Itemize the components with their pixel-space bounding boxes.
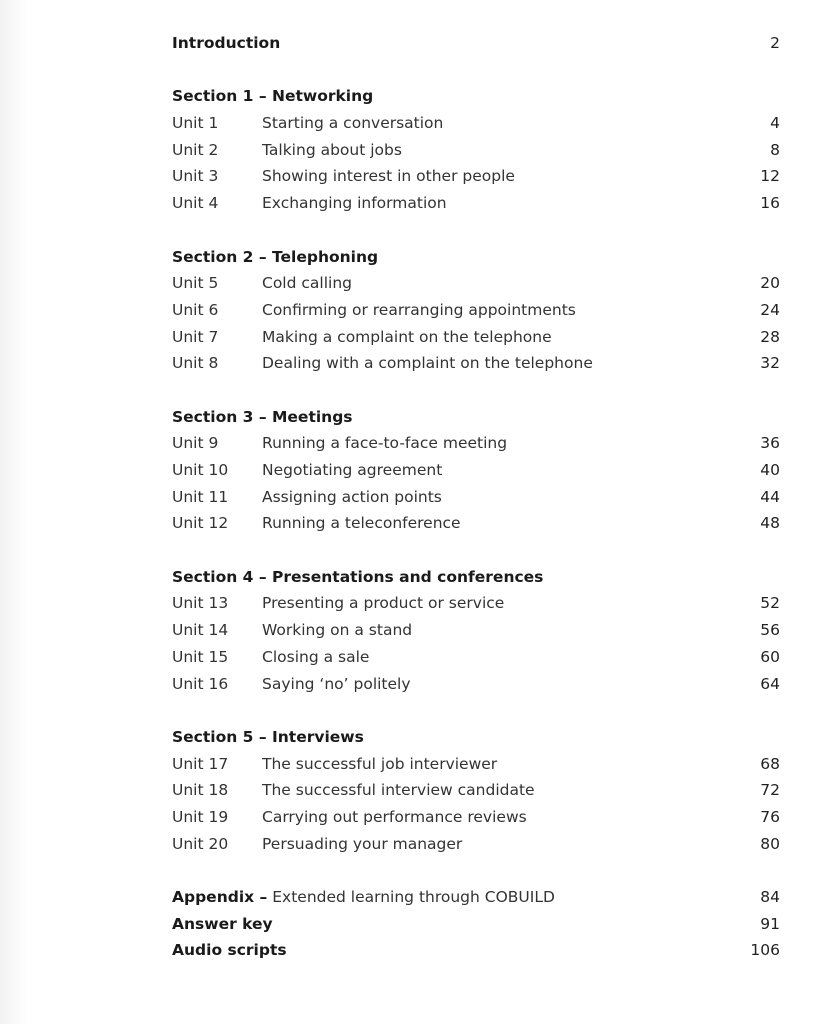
unit-label: Unit 5 <box>172 274 219 293</box>
unit-label: Unit 15 <box>172 647 229 666</box>
unit-page: 68 <box>760 754 780 773</box>
unit-label: Unit 14 <box>172 621 229 640</box>
spacer <box>172 217 780 244</box>
toc-introduction <box>172 30 780 57</box>
unit-title: Dealing with a complaint on the telephone <box>262 354 593 373</box>
toc-row <box>172 457 780 484</box>
appendix-label: Appendix – <box>172 888 268 906</box>
table-of-contents <box>172 30 780 964</box>
unit-label: Unit 4 <box>172 194 219 213</box>
section-title: Section 3 – Meetings <box>172 407 353 426</box>
unit-page: 76 <box>760 807 780 826</box>
section-heading-5 <box>172 724 780 751</box>
unit-title: Carrying out performance reviews <box>262 807 527 826</box>
appendix-page: 84 <box>760 888 780 906</box>
spacer <box>172 697 780 724</box>
audio-scripts-page: 106 <box>750 941 780 960</box>
unit-page: 16 <box>760 194 780 213</box>
unit-page: 28 <box>760 327 780 346</box>
unit-label: Unit 7 <box>172 327 219 346</box>
unit-page: 72 <box>760 781 780 800</box>
unit-label: Unit 3 <box>172 167 219 186</box>
unit-label: Unit 16 <box>172 674 229 693</box>
answer-key-label: Answer key <box>172 914 273 933</box>
unit-page: 4 <box>770 114 780 133</box>
unit-title: Cold calling <box>262 274 352 293</box>
toc-row <box>172 430 780 457</box>
toc-appendix <box>172 884 780 911</box>
unit-title: Running a face-to-face meeting <box>262 434 508 453</box>
unit-label: Unit 2 <box>172 140 219 159</box>
unit-title: Running a teleconference <box>262 514 461 533</box>
unit-page: 80 <box>760 834 780 853</box>
toc-row <box>172 804 780 831</box>
introduction-page: 2 <box>770 34 780 52</box>
section-title: Section 4 – Presentations and conferences <box>172 567 544 586</box>
section-heading-4 <box>172 564 780 591</box>
unit-title: Closing a sale <box>262 647 370 666</box>
unit-page: 48 <box>760 514 780 533</box>
unit-page: 56 <box>760 621 780 640</box>
unit-label: Unit 8 <box>172 354 219 373</box>
unit-title: The successful interview candidate <box>262 781 535 800</box>
section-heading-3 <box>172 404 780 431</box>
unit-label: Unit 11 <box>172 487 229 506</box>
toc-row <box>172 590 780 617</box>
toc-row <box>172 190 780 217</box>
unit-title: Making a complaint on the telephone <box>262 327 552 346</box>
unit-page: 36 <box>760 434 780 453</box>
unit-page: 8 <box>770 140 780 159</box>
appendix-description-text: Extended learning through COBUILD <box>272 888 555 906</box>
unit-label: Unit 20 <box>172 834 229 853</box>
toc-answer-key <box>172 911 780 938</box>
toc-row <box>172 137 780 164</box>
section-title: Section 1 – Networking <box>172 87 374 106</box>
unit-label: Unit 6 <box>172 300 219 319</box>
unit-page: 52 <box>760 594 780 613</box>
toc-row <box>172 777 780 804</box>
toc-row <box>172 163 780 190</box>
spacer <box>172 537 780 564</box>
unit-label: Unit 17 <box>172 754 229 773</box>
unit-label: Unit 12 <box>172 514 229 533</box>
toc-audio-scripts <box>172 937 780 964</box>
toc-row <box>172 297 780 324</box>
toc-row <box>172 671 780 698</box>
unit-label: Unit 10 <box>172 461 229 479</box>
unit-label: Unit 9 <box>172 434 219 453</box>
unit-title: Negotiating agreement <box>262 461 443 479</box>
appendix-description <box>267 884 740 911</box>
unit-title: Assigning action points <box>262 487 442 506</box>
section-heading-1 <box>172 83 780 110</box>
unit-label: Unit 1 <box>172 114 219 133</box>
toc-row <box>172 324 780 351</box>
unit-page: 20 <box>760 274 780 293</box>
spacer <box>172 57 780 84</box>
unit-page: 64 <box>760 674 780 693</box>
unit-title: The successful job interviewer <box>262 754 498 773</box>
unit-label: Unit 18 <box>172 781 229 800</box>
unit-title: Presenting a product or service <box>262 594 505 613</box>
unit-title: Working on a stand <box>262 621 413 640</box>
unit-page: 60 <box>760 647 780 666</box>
unit-page: 44 <box>760 487 780 506</box>
unit-page: 24 <box>760 300 780 319</box>
unit-title: Showing interest in other people <box>262 167 515 186</box>
toc-row <box>172 617 780 644</box>
toc-row <box>172 831 780 858</box>
section-title: Section 2 – Telephoning <box>172 247 379 266</box>
spacer <box>172 377 780 404</box>
section-heading-2 <box>172 244 780 271</box>
toc-row <box>172 751 780 778</box>
toc-row <box>172 644 780 671</box>
unit-title: Saying ‘no’ politely <box>262 674 411 693</box>
toc-row <box>172 270 780 297</box>
introduction-label: Introduction <box>172 34 281 52</box>
toc-row <box>172 484 780 511</box>
unit-page: 40 <box>760 461 780 479</box>
unit-page: 12 <box>760 167 780 186</box>
unit-title: Persuading your manager <box>262 834 463 853</box>
unit-title: Starting a conversation <box>262 114 444 133</box>
unit-title: Confirming or rearranging appointments <box>262 300 576 319</box>
unit-title: Exchanging information <box>262 194 447 213</box>
unit-label: Unit 19 <box>172 807 229 826</box>
toc-row <box>172 110 780 137</box>
section-title: Section 5 – Interviews <box>172 727 364 746</box>
audio-scripts-label: Audio scripts <box>172 941 287 960</box>
unit-title: Talking about jobs <box>262 140 402 159</box>
toc-row <box>172 350 780 377</box>
spacer <box>172 857 780 884</box>
answer-key-page: 91 <box>760 914 780 933</box>
unit-page: 32 <box>760 354 780 373</box>
unit-label: Unit 13 <box>172 594 229 613</box>
toc-row <box>172 510 780 537</box>
